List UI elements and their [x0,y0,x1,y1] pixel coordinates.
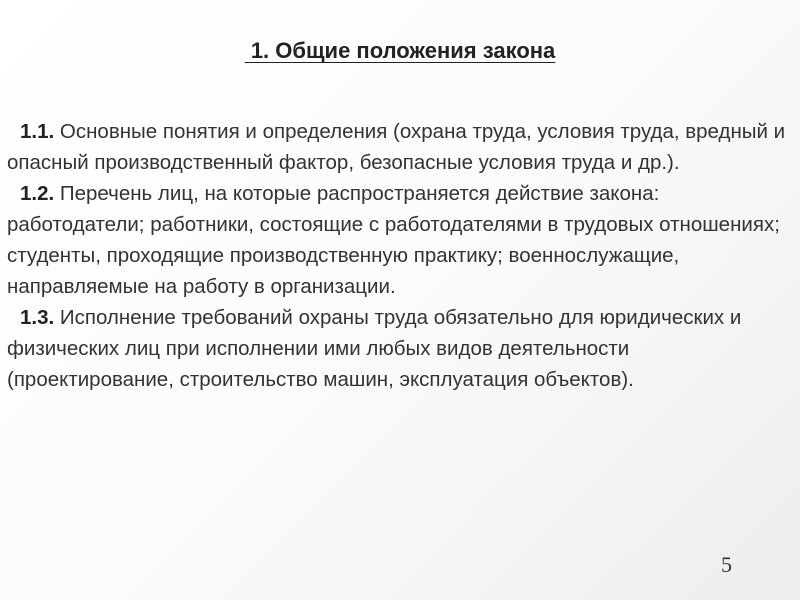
section-1-3 [7,302,792,395]
section-number: 1.3. [20,306,55,329]
slide-body [7,116,792,395]
section-text: Основные понятия и определения (охрана труда, условия труда, вредный и опасный производственный фактор, безопасные условия труда и др.). [7,120,786,174]
section-number: 1.2. [20,182,55,205]
section-text: Исполнение требований охраны труда обязательно для юридических и физических лиц при исполнении ими любых видов деятельности (проектирование, строительство машин, эксплуатация объектов). [7,306,742,391]
section-1-1 [7,116,792,178]
section-text: Перечень лиц, на которые распространяется действие закона: работодатели; работники, состоящие с работодателями в трудовых отношениях; студенты, проходящие производственную практику; военнослужащие, направляемые на работу в организации. [7,182,780,298]
slide-title-text: 1. Общие положения закона [244,38,556,63]
page-number: 5 [721,552,732,577]
slide-title [0,38,800,64]
section-1-2 [7,178,792,302]
section-number: 1.1. [20,120,55,143]
